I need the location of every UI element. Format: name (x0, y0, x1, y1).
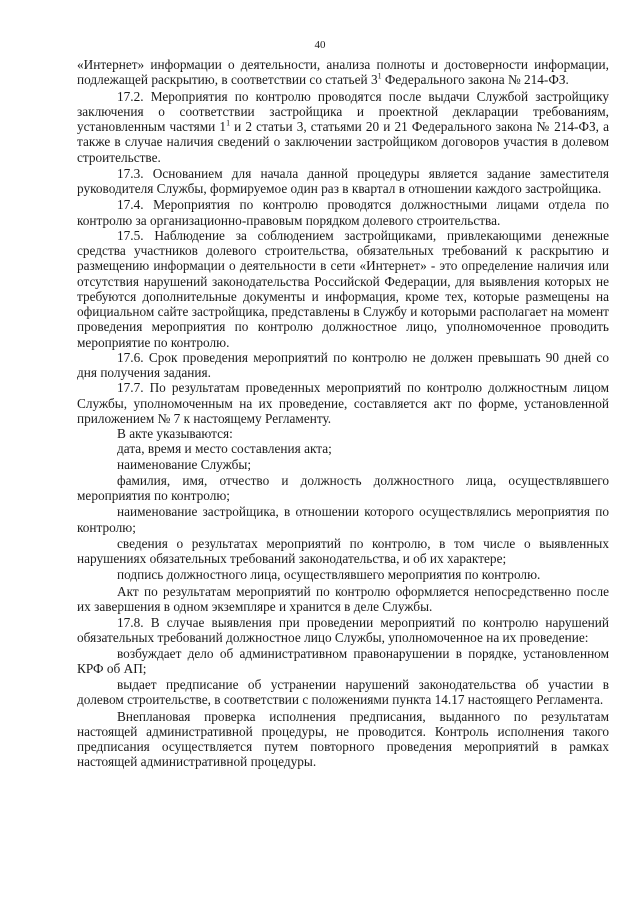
page-number: 40 (314, 39, 326, 51)
paragraph-17-3: 17.3. Основанием для начала данной процедуры является задание заместителя руководителя Службы, формируемое один раз в квартал в отношении каждого застройщика. (77, 165, 609, 196)
paragraph-17-7: 17.7. По результатам проведенных мероприятий по контролю должностным лицом Службы, уполномоченным на их проведение, составляется акт по форме, установленной приложением № 7 к настоящему Регламенту. (77, 380, 609, 426)
footnote-superscript: 1 (377, 71, 382, 81)
footnote-superscript: 1 (226, 118, 231, 128)
list-item-service-name: наименование Службы; (117, 456, 252, 472)
paragraph-unscheduled-inspection: Внеплановая проверка исполнения предписания, выданного по результатам настоящей административной процедуры, не проводится. Контроль исполнения такого предписания осуществляется путем повторного проведения мероприятий в рамках настоящей административной процедуры. (77, 708, 609, 770)
paragraph-intro-continuation (77, 57, 609, 88)
paragraph-text: «Интернет» информации о деятельности, анализа полноты и достоверности информации, подлежащей раскрытию, в соответствии со статьей 3 (77, 57, 609, 88)
paragraph-17-6: 17.6. Срок проведения мероприятий по контролю не должен превышать 90 дней со дня получения задания. (77, 349, 609, 380)
paragraph-17-5: 17.5. Наблюдение за соблюдением застройщиками, привлекающими денежные средства участников долевого строительства, обязательных требований к раскрытию и размещению информации о деятельности в сети «Интернет» - это определение наличия или отсутствия нарушений законодательства Российской Федерации, для выявления которых не требуются дополнительные документы и информация, кроме тех, которые размещены на официальном сайте застройщика, представлены в Службу и которыми располагает на момент проведения мероприятия по контролю должностное лицо, уполномоченное проводить мероприятие по контролю. (77, 227, 609, 350)
paragraph-17-4: 17.4. Мероприятия по контролю проводятся должностными лицами отдела по контролю за организационно-правовым порядком долевого строительства. (77, 197, 609, 228)
list-item-official: фамилия, имя, отчество и должность должностного лица, осуществлявшего мероприятия по контролю; (77, 472, 609, 503)
paragraph-text: 17.2. Мероприятия по контролю проводятся после выдачи Службой застройщику заключения о соответствии застройщика и проектной декларации требованиям, установленным частями 1 (77, 88, 609, 134)
paragraph-text: и 2 статьи 3, статьями 20 и 21 Федерального закона № 214-ФЗ, а также в случае наличия сведений о заключении застройщиком договоров участия в долевом строительстве. (77, 119, 609, 165)
paragraph-17-2 (77, 89, 609, 165)
list-item-results: сведения о результатах мероприятий по контролю, в том числе о выявленных нарушениях обязательных требований законодательства, и об их характере; (77, 535, 609, 566)
paragraph-text: Федерального закона № 214-ФЗ. (381, 72, 569, 88)
list-item-order: выдает предписание об устранении нарушений законодательства об участии в долевом строительстве, в соответствии с положениями пункта 14.17 настоящего Регламента. (77, 677, 609, 708)
paragraph-act-contents: В акте указываются: (117, 426, 233, 441)
list-item-admin-case: возбуждает дело об административном правонарушении в порядке, установленном КРФ об АП; (77, 645, 609, 676)
list-item-developer: наименование застройщика, в отношении которого осуществлялись мероприятия по контролю; (77, 504, 609, 535)
paragraph-17-8: 17.8. В случае выявления при проведении мероприятий по контролю нарушений обязательных требований должностное лицо Службы, уполномоченное на их проведение: (77, 615, 609, 646)
list-item-date: дата, время и место составления акта; (117, 441, 332, 457)
paragraph-act-storage: Акт по результатам мероприятий по контролю оформляется непосредственно после их завершения в одном экземпляре и хранится в деле Службы. (77, 583, 609, 614)
document-body (77, 57, 609, 770)
list-item-signature: подпись должностного лица, осуществлявшего мероприятия по контролю. (117, 567, 541, 583)
